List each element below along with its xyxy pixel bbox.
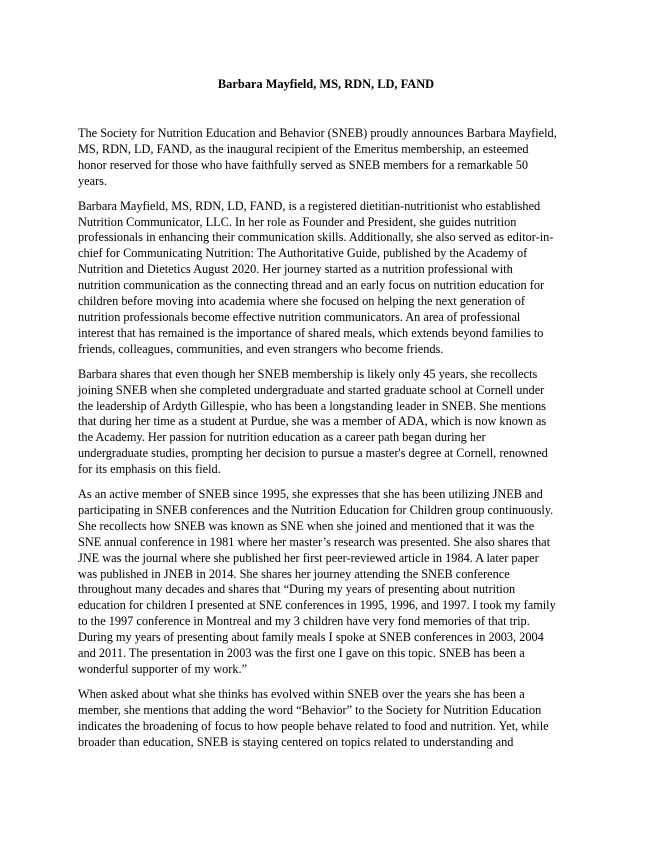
body-paragraph xyxy=(78,487,578,678)
paragraph-line: interest that has remained is the importance of shared meals, which extends beyond families to xyxy=(78,325,544,340)
paragraph-line: The Society for Nutrition Education and Behavior (SNEB) proudly announces Barbara Mayfield, xyxy=(78,126,557,140)
paragraph-line: participating in SNEB conferences and the Nutrition Education for Children group continuously. xyxy=(78,502,554,517)
paragraph-line: nutrition communication as the connecting thread and an early focus on nutrition education for xyxy=(78,278,545,293)
paragraph-line: children before moving into academia where she focused on helping the next generation of xyxy=(78,294,525,309)
paragraph-line: the Academy. Her passion for nutrition education as a career path began during her xyxy=(78,430,486,445)
paragraph-line: chief for Communicating Nutrition: The Authoritative Guide, published by the Academy of xyxy=(78,246,528,261)
body-paragraph xyxy=(78,367,578,478)
paragraph-line: undergraduate studies, prompting her decision to pursue a master's degree at Cornell, renowned xyxy=(78,446,548,461)
paragraph-line: the leadership of Ardyth Gillespie, who has been a longstanding leader in SNEB. She mentions xyxy=(78,398,546,413)
paragraph-line: Barbara shares that even though her SNEB membership is likely only 45 years, she recollects xyxy=(78,366,538,381)
paragraph-line: Nutrition Communicator, LLC. In her role as Founder and President, she guides nutrition xyxy=(78,214,517,229)
paragraph-line: friends, colleagues, communities, and even strangers who become friends. xyxy=(78,341,444,356)
paragraph-line: professionals in enhancing their communication skills. Additionally, she also served as editor-in- xyxy=(78,230,554,245)
paragraph-line: and 2011. The presentation in 2003 was the first one I gave on this topic. SNEB has been a xyxy=(78,646,525,661)
paragraph-line: throughout many decades and shares that “During my years of presenting about nutrition xyxy=(78,582,516,597)
document-body xyxy=(78,126,578,760)
paragraph-line: that during her time as a student at Purdue, she was a member of ADA, which is now known as xyxy=(78,414,547,429)
paragraph-line: for its emphasis on this field. xyxy=(78,462,221,477)
paragraph-line: honor reserved for those who have faithfully served as SNEB members for a remarkable 50 xyxy=(78,157,529,172)
paragraph-line: During my years of presenting about family meals I spoke at SNEB conferences in 2003, 2004 xyxy=(78,630,544,645)
body-paragraph xyxy=(78,126,578,190)
paragraph-line: joining SNEB when she completed undergraduate and started graduate school at Cornell under xyxy=(78,382,545,397)
body-paragraph xyxy=(78,687,578,751)
paragraph-line: She recollects how SNEB was known as SNE when she joined and mentioned that it was the xyxy=(78,518,535,533)
paragraph-line: When asked about what she thinks has evolved within SNEB over the years she has been a xyxy=(78,686,525,701)
paragraph-line: nutrition professionals become effective nutrition communicators. An area of professional xyxy=(78,309,521,324)
paragraph-line: Nutrition and Dietetics August 2020. Her journey started as a nutrition professional with xyxy=(78,262,513,277)
paragraph-line: As an active member of SNEB since 1995, she expresses that she has been utilizing JNEB and xyxy=(78,487,543,502)
body-paragraph xyxy=(78,199,578,358)
paragraph-line: Barbara Mayfield, MS, RDN, LD, FAND, is a registered dietitian-nutritionist who established xyxy=(78,198,541,213)
paragraph-line: indicates the broadening of focus to how people behave related to food and nutrition. Yet, while xyxy=(78,718,549,733)
paragraph-line: years. xyxy=(78,173,108,188)
paragraph-line: education for children I presented at SNE conferences in 1995, 1996, and 1997. I took my family xyxy=(78,598,556,613)
paragraph-line: member, she mentions that adding the word “Behavior” to the Society for Nutrition Education xyxy=(78,702,542,717)
paragraph-line: JNE was the journal where she published her first peer-reviewed article in 1984. A later paper xyxy=(78,550,539,565)
paragraph-line: to the 1997 conference in Montreal and my 3 children have very fond memories of that trip. xyxy=(78,614,530,629)
document-title: Barbara Mayfield, MS, RDN, LD, FAND xyxy=(217,77,435,91)
paragraph-line: broader than education, SNEB is staying centered on topics related to understanding and xyxy=(78,734,514,749)
paragraph-line: MS, RDN, LD, FAND, as the inaugural recipient of the Emeritus membership, an esteemed xyxy=(78,141,529,156)
paragraph-line: SNE annual conference in 1981 where her master’s research was presented. She also shares that xyxy=(78,534,551,549)
paragraph-line: wonderful supporter of my work.” xyxy=(78,662,248,676)
paragraph-line: was published in JNEB in 2014. She shares her journey attending the SNEB conference xyxy=(78,566,510,581)
